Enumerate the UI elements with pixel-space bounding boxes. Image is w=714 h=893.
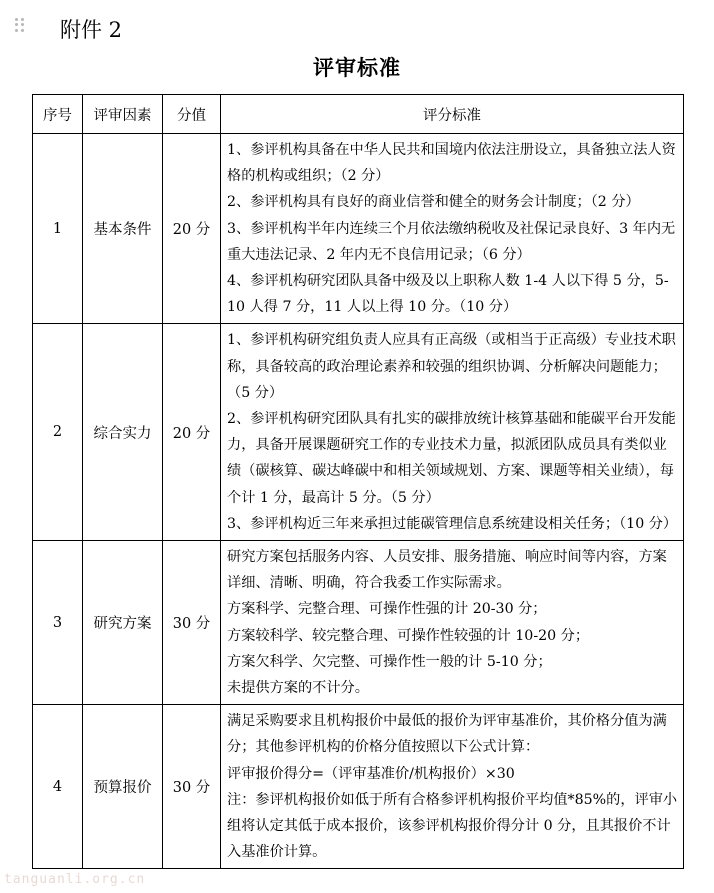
row-score: 30 分: [163, 705, 221, 869]
criteria-item: 3、参评机构半年内连续三个月依法缴纳税收及社保记录良好、3 年内无重大违法记录、2 年内无不良信用记录；（6 分）: [227, 220, 676, 263]
row-score: 20 分: [163, 324, 221, 541]
header-criteria: 评分标准: [221, 95, 684, 134]
criteria-item: 1、参评机构具备在中华人民共和国境内依法注册设立，具备独立法人资格的机构或组织；（2 分）: [227, 142, 676, 185]
table-row: [33, 324, 684, 541]
header-factor: 评审因素: [83, 95, 163, 134]
criteria-item: 2、参评机构具有良好的商业信誉和健全的财务会计制度；（2 分）: [227, 194, 640, 211]
row-criteria: [221, 705, 684, 869]
row-criteria: [221, 324, 684, 541]
row-factor: 预算报价: [83, 705, 163, 869]
criteria-item: 注：参评机构报价如低于所有合格参评机构报价平均值*85%的，评审小组将认定其低于成本报价，该参评机构报价得分计 0 分，且其报价不计入基准价计算。: [227, 791, 678, 861]
criteria-item: 评审报价得分=（评审基准价/机构报价）×30: [227, 765, 515, 782]
table-row: [33, 541, 684, 705]
row-score: 30 分: [163, 541, 221, 705]
row-criteria: [221, 134, 684, 324]
table-header-row: [33, 95, 684, 134]
row-factor: 研究方案: [83, 541, 163, 705]
attachment-label: 附件 2: [60, 18, 123, 42]
criteria-item: 1、参评机构研究组负责人应具有正高级（或相当于正高级）专业技术职称，具备较高的政治理论素养和较强的组织协调、分析解决问题能力；（5 分）: [227, 332, 676, 401]
drag-handle-icon[interactable]: [15, 18, 25, 32]
row-no: 2: [33, 324, 83, 541]
watermark: tanguanli.org.cn: [4, 872, 146, 887]
row-no: 1: [33, 134, 83, 324]
scoring-criteria-table: [32, 94, 684, 869]
row-factor: 基本条件: [83, 134, 163, 324]
criteria-item: 方案科学、完整合理、可操作性强的计 20-30 分；: [227, 601, 547, 618]
criteria-item: 研究方案包括服务内容、人员安排、服务措施、响应时间等内容，方案详细、清晰、明确，符合我委工作实际需求。: [227, 549, 667, 592]
criteria-item: 2、参评机构研究团队具有扎实的碳排放统计核算基础和能碳平台开发能力，具备开展课题研究工作的专业技术力量，拟派团队成员具有类似业绩（碳核算、碳达峰碳中和相关领域规划、方案、课题等相关业绩），每个计 1 分，最高计 5 分。（5 分）: [227, 411, 676, 506]
row-factor: 综合实力: [83, 324, 163, 541]
row-criteria: [221, 541, 684, 705]
header-no: 序号: [33, 95, 83, 134]
row-no: 4: [33, 705, 83, 869]
header-score: 分值: [163, 95, 221, 134]
table-row: [33, 134, 684, 324]
criteria-item: 满足采购要求且机构报价中最低的报价为评审基准价，其价格分值为满分；其他参评机构的价格分值按照以下公式计算：: [227, 713, 667, 756]
row-no: 3: [33, 541, 83, 705]
row-score: 20 分: [163, 134, 221, 324]
table-row: [33, 705, 684, 869]
criteria-item: 4、参评机构研究团队具备中级及以上职称人数 1-4 人以下得 5 分，5-10 人得 7 分，11 人以上得 10 分。（10 分）: [227, 273, 669, 316]
criteria-item: 方案较科学、较完整合理、可操作性较强的计 10-20 分；: [227, 627, 590, 644]
page-title: 评审标准: [313, 55, 401, 80]
criteria-item: 3、参评机构近三年来承担过能碳管理信息系统建设相关任务；（10 分）: [227, 515, 678, 532]
criteria-item: 方案欠科学、欠完整、可操作性一般的计 5-10 分；: [227, 653, 552, 670]
criteria-item: 未提供方案的不计分。: [227, 680, 369, 697]
